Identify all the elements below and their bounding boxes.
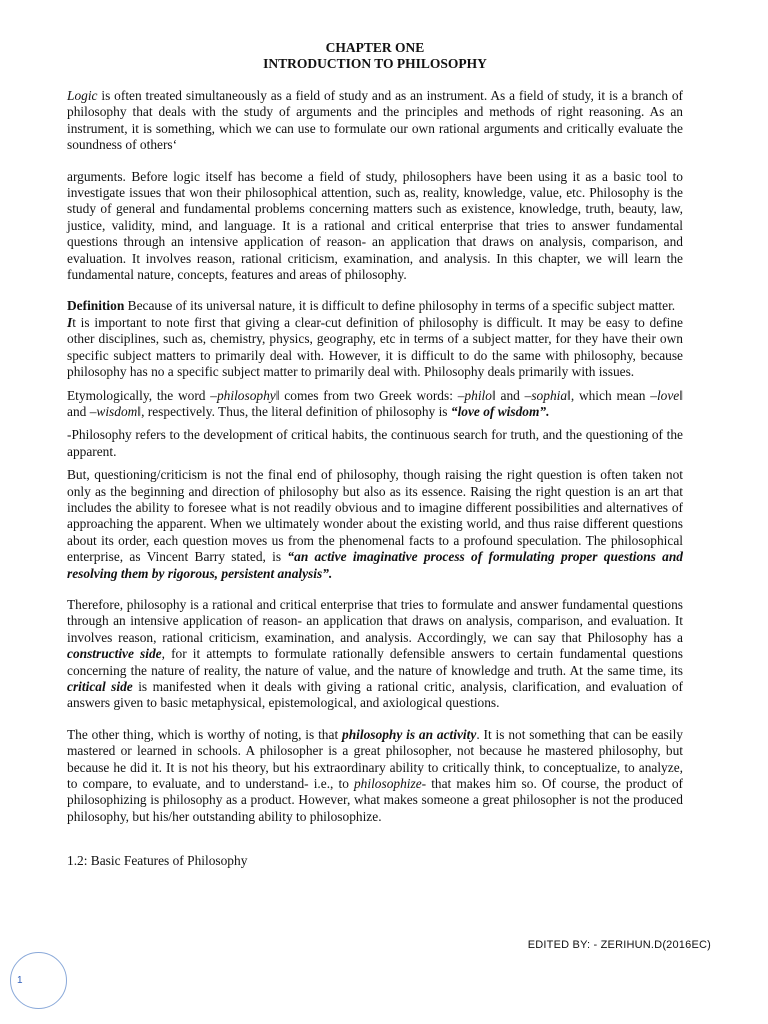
paragraph-critical-habits: -Philosophy refers to the development of critical habits, the continuous search for truth, and the questioning of the apparent. bbox=[67, 427, 683, 459]
etym-text-a: Etymologically, the word bbox=[67, 387, 211, 403]
definition-text: Because of its universal nature, it is difficult to define philosophy in terms of a specific subject matter. bbox=[124, 298, 676, 314]
love-of-wisdom-phrase: “love of wisdom”. bbox=[450, 403, 550, 419]
etym-text-k: , respectively. Thus, the literal definition of philosophy is bbox=[141, 403, 451, 419]
chapter-title: INTRODUCTION TO PHILOSOPHY bbox=[263, 56, 487, 71]
etym-text-e: and bbox=[495, 387, 525, 403]
paragraph-clear-cut bbox=[67, 315, 683, 381]
footer-edited-by: EDITED BY: - ZERIHUN.D(2016EC) bbox=[527, 939, 711, 951]
definition-label: Definition bbox=[67, 298, 125, 314]
etym-word-love: –love‖ bbox=[650, 387, 684, 403]
etym-text-g: , which mean bbox=[570, 387, 651, 403]
paragraph-etymology bbox=[67, 388, 683, 421]
etym-text-c: comes from two Greek words: bbox=[279, 387, 458, 403]
paragraph-activity bbox=[67, 727, 683, 825]
activity-term: philosophy is an activity bbox=[342, 726, 477, 742]
document-page bbox=[67, 40, 700, 870]
logic-term: Logic bbox=[67, 88, 98, 103]
etym-word-wisdom: –wisdom‖ bbox=[89, 403, 142, 419]
therefore-text-c: , for it attempts to formulate rationally defensible answers to certain fundamental questions concerning the nature of reality, the nature of value, and the nature of knowledge and truth. At the same time, its bbox=[67, 646, 683, 678]
paragraph-logic-text: is often treated simultaneously as a field of study and as an instrument. As a field of study, it is a branch of philosophy that deals with the study of arguments and the principles and methods of right reasoning. As an instrument, it is something, which we can use to formulate our own rational arguments and critically evaluate the soundness of others‘ bbox=[67, 88, 700, 153]
section-heading: 1.2: Basic Features of Philosophy bbox=[67, 853, 248, 869]
etym-text-i: and bbox=[67, 403, 90, 419]
therefore-text-a: Therefore, philosophy is a rational and critical enterprise that tries to formulate and answer fundamental questions through an intensive application of reason- an application that draws on analysis, comparison, and evaluation. It involves reason, rational criticism, examination, and analysis. Accordingly, we can say that Philosophy has a bbox=[67, 596, 683, 645]
activity-text-e: - that makes him so. Of course, the product of philosophizing is philosophy as a product. However, what makes someone a great philosopher is not the produced philosophy, but his/her outstanding ability to philosophize. bbox=[67, 776, 683, 824]
barry-quote: “an active imaginative process of formulating proper questions and resolving them by rigorous, persistent analysis”. bbox=[67, 549, 683, 581]
drop-letter: I bbox=[67, 314, 73, 330]
paragraph-clear-cut-text: t is important to note first that giving a clear-cut definition of philosophy is difficult. It may be easy to define other disciplines, such as, chemistry, physics, geography, etc in terms of a subject matter, for they have their own specific subject matters to primarily deal with. However, it is difficult to do the same with philosophy, because philosophy has no a specific subject matter to primarily deal with. Philosophy deals primarily with issues. bbox=[67, 314, 683, 380]
paragraph-logic bbox=[67, 88, 700, 154]
therefore-text-e: is manifested when it deals with giving a rational critic, analysis, clarification, and evaluation of answers given to basic metaphysical, epistemological, and axiological questions. bbox=[67, 679, 684, 711]
paragraph-therefore bbox=[67, 597, 683, 712]
activity-text-c: . It is not something that can be easily mastered or learned in schools. A philosopher is a great philosopher, not because he mastered philosophy, but because he did it. It is not his theory, but his extraordinary ability to critically think, to conceptualize, to analyze, to compare, to evaluate, and to understand- i.e., to bbox=[67, 726, 683, 792]
critical-side-term: critical side bbox=[67, 679, 133, 694]
chapter-label: CHAPTER ONE bbox=[325, 40, 425, 55]
etym-word-philosophy: –philosophy‖ bbox=[210, 387, 280, 403]
constructive-side-term: constructive side bbox=[67, 646, 162, 662]
paragraph-definition bbox=[67, 298, 683, 314]
activity-text-a: The other thing, which is worthy of noting, is that bbox=[67, 726, 343, 742]
paragraph-arguments: arguments. Before logic itself has become a field of study, philosophers have been using it as a basic tool to investigate issues that won their philosophical attention, such as, reality, knowledge, value, etc. Philosophy is the study of general and fundamental problems concerning matters such as existence, knowledge, truth, beauty, law, justice, validity, mind, and language. It is a rational and critical enterprise that tries to answer fundamental questions through an intensive application of reason- an application that draws on analysis, comparison, and evaluation. It involves reason, rational criticism, examination, and analysis. In this chapter, we will learn the fundamental nature, concepts, features and areas of philosophy. bbox=[67, 168, 683, 283]
philosophize-term: philosophize bbox=[353, 776, 422, 792]
page-number-badge bbox=[10, 952, 67, 1009]
page-number: 1 bbox=[17, 975, 23, 986]
paragraph-questioning-text: But, questioning/criticism is not the final end of philosophy, though raising the right question is often taken not only as the beginning and direction of philosophy but also as its essence. Raising the right question is an art that includes the ability to foresee what is not readily obvious and to imagine different possibilities and alternatives of approaching the apparent. When we ultimately wonder about the existing world, and thus raise different questions about its order, each question moves us from the phenomenal facts to a profound speculation. The philosophical enterprise, as Vincent Barry stated, is bbox=[67, 467, 683, 565]
etym-word-philo: –philo‖ bbox=[457, 387, 496, 403]
etym-word-sophia: –sophia‖ bbox=[524, 387, 571, 403]
paragraph-questioning bbox=[67, 467, 683, 582]
